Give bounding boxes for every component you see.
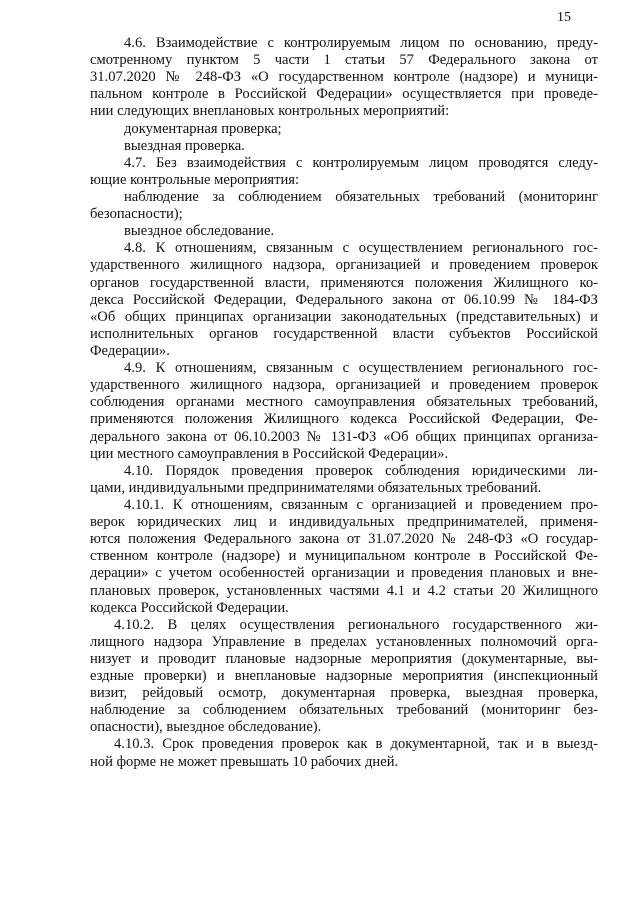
text-line: цами, индивидуальными предпринимателями обязательных требований. bbox=[90, 479, 542, 496]
page-number: 15 bbox=[557, 10, 571, 25]
text-line: безопасности); bbox=[90, 206, 183, 223]
text-line: верок юридических лиц и индивидуальных предпринимателей, применя- bbox=[90, 514, 598, 531]
text-line: 4.8. К отношениям, связанным с осуществлением регионального гос- bbox=[124, 240, 598, 257]
text-line: ной форме не может превышать 10 рабочих дней. bbox=[90, 753, 399, 770]
text-line: декса Российской Федерации, Федерального закона от 06.10.99 № 184-ФЗ bbox=[90, 291, 598, 308]
text-line: ударственного жилищного надзора, организацией и проведением проверок bbox=[90, 377, 598, 394]
text-line: 4.10. Порядок проведения проверок соблюдения юридическими ли- bbox=[124, 462, 598, 479]
text-line: опасности), выездное обследование). bbox=[90, 719, 322, 736]
text-line: ездные проверки) и внеплановые надзорные мероприятия (инспекционный bbox=[90, 668, 598, 685]
text-line: ции местного самоуправления в Российской Федерации». bbox=[90, 445, 449, 462]
text-line: «Об общих принципах организации законодательных (представительных) и bbox=[90, 308, 598, 325]
text-line: низует и проводит плановые надзорные мероприятия (документарные, вы- bbox=[90, 650, 598, 667]
text-line: документарная проверка; bbox=[124, 120, 282, 137]
text-line: ющие контрольные мероприятия: bbox=[90, 171, 300, 188]
text-line: пальном контроле в Российской Федерации» осуществляется при проведе- bbox=[90, 86, 598, 103]
text-line: дерального закона от 06.10.2003 № 131-ФЗ «Об общих принципах организа- bbox=[90, 428, 598, 445]
text-line: 4.10.3. Срок проведения проверок как в документарной, так и в выезд- bbox=[114, 736, 598, 753]
text-line: 31.07.2020 № 248-ФЗ «О государственном контроле (надзоре) и муници- bbox=[90, 69, 598, 86]
text-line: наблюдение за соблюдением обязательных требований (мониторинг без- bbox=[90, 702, 598, 719]
text-line: смотренному пунктом 5 части 1 статьи 57 Федерального закона от bbox=[90, 52, 598, 69]
text-line: ударственного жилищного надзора, организацией и проведением проверок bbox=[90, 257, 598, 274]
text-line: 4.10.2. В целях осуществления регионального государственного жи- bbox=[114, 616, 598, 633]
document-body bbox=[90, 35, 598, 771]
text-line: исполнительных органов государственной власти субъектов Российской bbox=[90, 325, 598, 342]
text-line: лищного надзора Управление в пределах установленных полномочий орга- bbox=[90, 633, 598, 650]
text-line: визит, рейдовый осмотр, документарная проверка, выездная проверка, bbox=[90, 685, 598, 702]
text-line: ственном контроле (надзоре) и муниципальном контроле в Российской Фе- bbox=[90, 548, 598, 565]
text-line: кодекса Российской Федерации. bbox=[90, 599, 289, 616]
text-line: 4.9. К отношениям, связанным с осуществлением регионального гос- bbox=[124, 360, 598, 377]
text-line: выездная проверка. bbox=[124, 137, 245, 154]
text-line: 4.6. Взаимодействие с контролируемым лицом по основанию, преду- bbox=[124, 35, 598, 51]
text-line: применяются положения Жилищного кодекса Российской Федерации, Фе- bbox=[90, 411, 598, 428]
text-line: ются положения Федерального закона от 31.07.2020 № 248-ФЗ «О государ- bbox=[90, 531, 598, 548]
text-line: органов государственной власти, применяются положения Жилищного ко- bbox=[90, 274, 598, 291]
text-line: наблюдение за соблюдением обязательных требований (мониторинг bbox=[124, 188, 598, 205]
text-line: нии следующих внеплановых контрольных мероприятий: bbox=[90, 103, 450, 120]
text-line: дерации» с учетом особенностей организации и проведения плановых и вне- bbox=[90, 565, 598, 582]
text-line: 4.7. Без взаимодействия с контролируемым лицом проводятся следу- bbox=[124, 154, 598, 171]
text-line: соблюдения органами местного самоуправления обязательных требований, bbox=[90, 394, 598, 411]
text-line: плановых проверок, установленных частями 4.1 и 4.2 статьи 20 Жилищного bbox=[90, 582, 598, 599]
text-line: выездное обследование. bbox=[124, 223, 275, 240]
text-line: 4.10.1. К отношениям, связанным с организацией и проведением про- bbox=[124, 496, 598, 513]
text-line: Федерации». bbox=[90, 342, 170, 359]
